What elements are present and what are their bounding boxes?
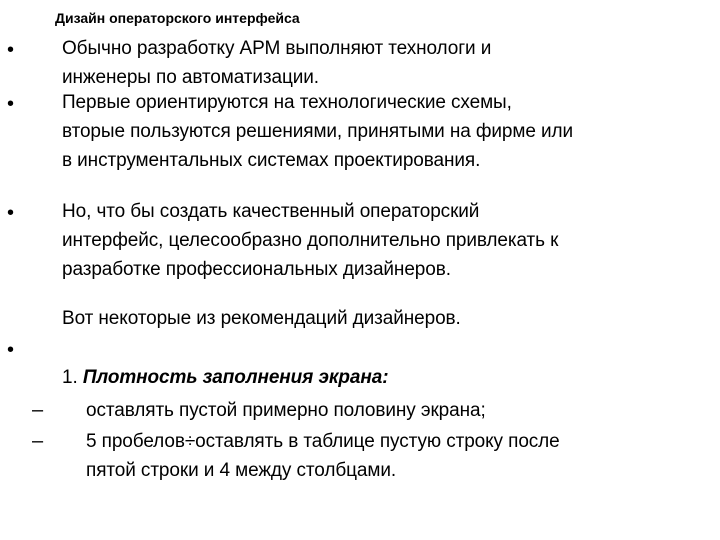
recommendation-title: Плотность заполнения экрана (82, 367, 383, 388)
paragraph-1-line-1: Обычно разработку АРМ выполняют технологи и (62, 38, 492, 59)
sub-item-2-line-1: 5 пробелов÷оставлять в таблице пустую строку после (86, 431, 560, 452)
paragraph-1-line-2: инженеры по автоматизации. (62, 67, 319, 88)
paragraph-4 (62, 304, 712, 333)
paragraph-2 (62, 88, 712, 175)
bullet-marker-3: • (7, 202, 15, 224)
slide-title: Дизайн операторского интерфейса (55, 10, 300, 26)
bullet-marker-4: • (7, 339, 15, 361)
bullet-marker-2: • (7, 93, 15, 115)
recommendation-number: 1. (62, 367, 83, 388)
sub-item-1-line: оставлять пустой примерно половину экрана; (86, 400, 486, 421)
dash-marker-1: – (32, 399, 44, 421)
paragraph-3 (62, 197, 712, 284)
paragraph-3-line-2: интерфейс, целесообразно дополнительно привлекать к (62, 230, 559, 251)
paragraph-2-line-2: вторые пользуются решениями, принятыми на фирме или (62, 121, 574, 142)
paragraph-3-line-3: разработке профессиональных дизайнеров. (62, 259, 451, 280)
dash-marker-2: – (32, 430, 44, 452)
recommendation-heading (62, 363, 712, 392)
recommendation-colon: : (382, 367, 389, 388)
paragraph-4-line: Вот некоторые из рекомендаций дизайнеров. (62, 308, 461, 329)
sub-item-1 (86, 396, 711, 425)
bullet-marker-1: • (7, 39, 15, 61)
sub-item-2-line-2: пятой строки и 4 между столбцами. (86, 460, 397, 481)
sub-item-2 (86, 427, 711, 485)
paragraph-1 (62, 34, 712, 92)
paragraph-2-line-1: Первые ориентируются на технологические схемы, (62, 92, 512, 113)
paragraph-3-line-1: Но, что бы создать качественный операторский (62, 201, 480, 222)
paragraph-2-line-3: в инструментальных системах проектирования. (62, 150, 481, 171)
